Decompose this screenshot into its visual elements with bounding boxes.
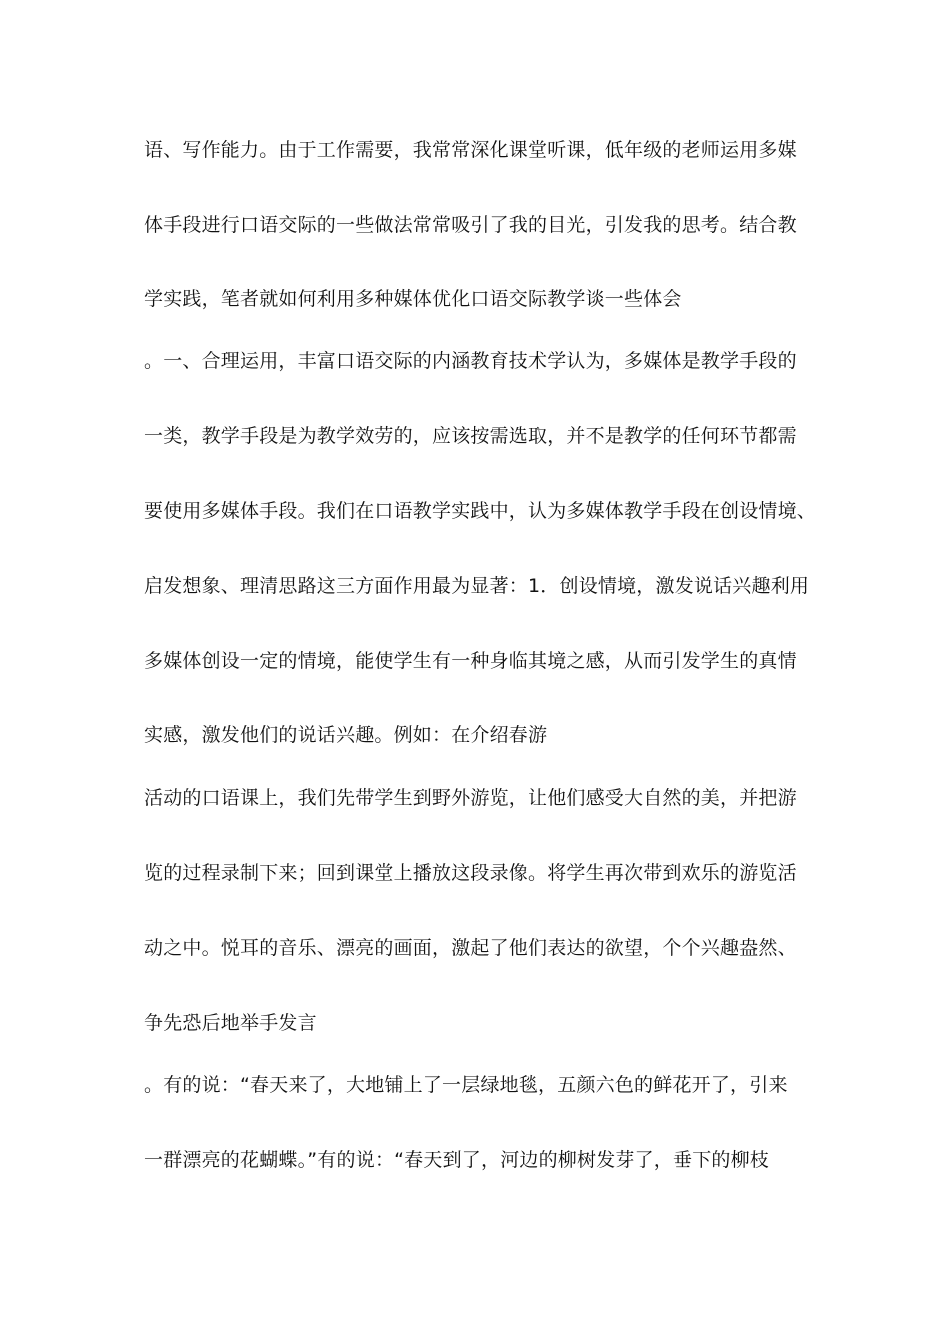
text-line-12: 动之中。悦耳的音乐、漂亮的画面，激起了他们表达的欲望，个个兴趣盎然、 (144, 937, 797, 959)
text-line-7: 启发想象、理清思路这三方面作用最为显著：1．创设情境，激发说话兴趣利用 (144, 575, 810, 597)
text-line-10: 活动的口语课上，我们先带学生到野外游览，让他们感受大自然的美，并把游 (144, 787, 797, 809)
text-line-11: 览的过程录制下来；回到课堂上播放这段录像。将学生再次带到欢乐的游览活 (144, 862, 797, 884)
text-line-5: 一类，教学手段是为教学效劳的，应该按需选取，并不是教学的任何环节都需 (144, 425, 797, 447)
text-line-1: 语、写作能力。由于工作需要，我常常深化课堂听课，低年级的老师运用多媒 (144, 139, 797, 161)
text-line-6: 要使用多媒体手段。我们在口语教学实践中，认为多媒体教学手段在创设情境、 (144, 500, 817, 522)
text-line-2: 体手段进行口语交际的一些做法常常吸引了我的目光，引发我的思考。结合教 (144, 214, 797, 236)
text-line-3: 学实践，笔者就如何利用多种媒体优化口语交际教学谈一些体会 (144, 288, 682, 310)
text-line-8: 多媒体创设一定的情境，能使学生有一种身临其境之感，从而引发学生的真情 (144, 650, 797, 672)
text-line-4: 。一、合理运用，丰富口语交际的内涵教育技术学认为，多媒体是教学手段的 (144, 350, 797, 372)
text-line-14: 。有的说：“春天来了，大地铺上了一层绿地毯，五颜六色的鲜花开了，引来 (144, 1074, 788, 1096)
text-line-15: 一群漂亮的花蝴蝶。”有的说：“春天到了，河边的柳树发芽了，垂下的柳枝 (144, 1149, 769, 1171)
text-line-13: 争先恐后地举手发言 (144, 1012, 317, 1034)
text-line-9: 实感，激发他们的说话兴趣。例如：在介绍春游 (144, 724, 548, 746)
